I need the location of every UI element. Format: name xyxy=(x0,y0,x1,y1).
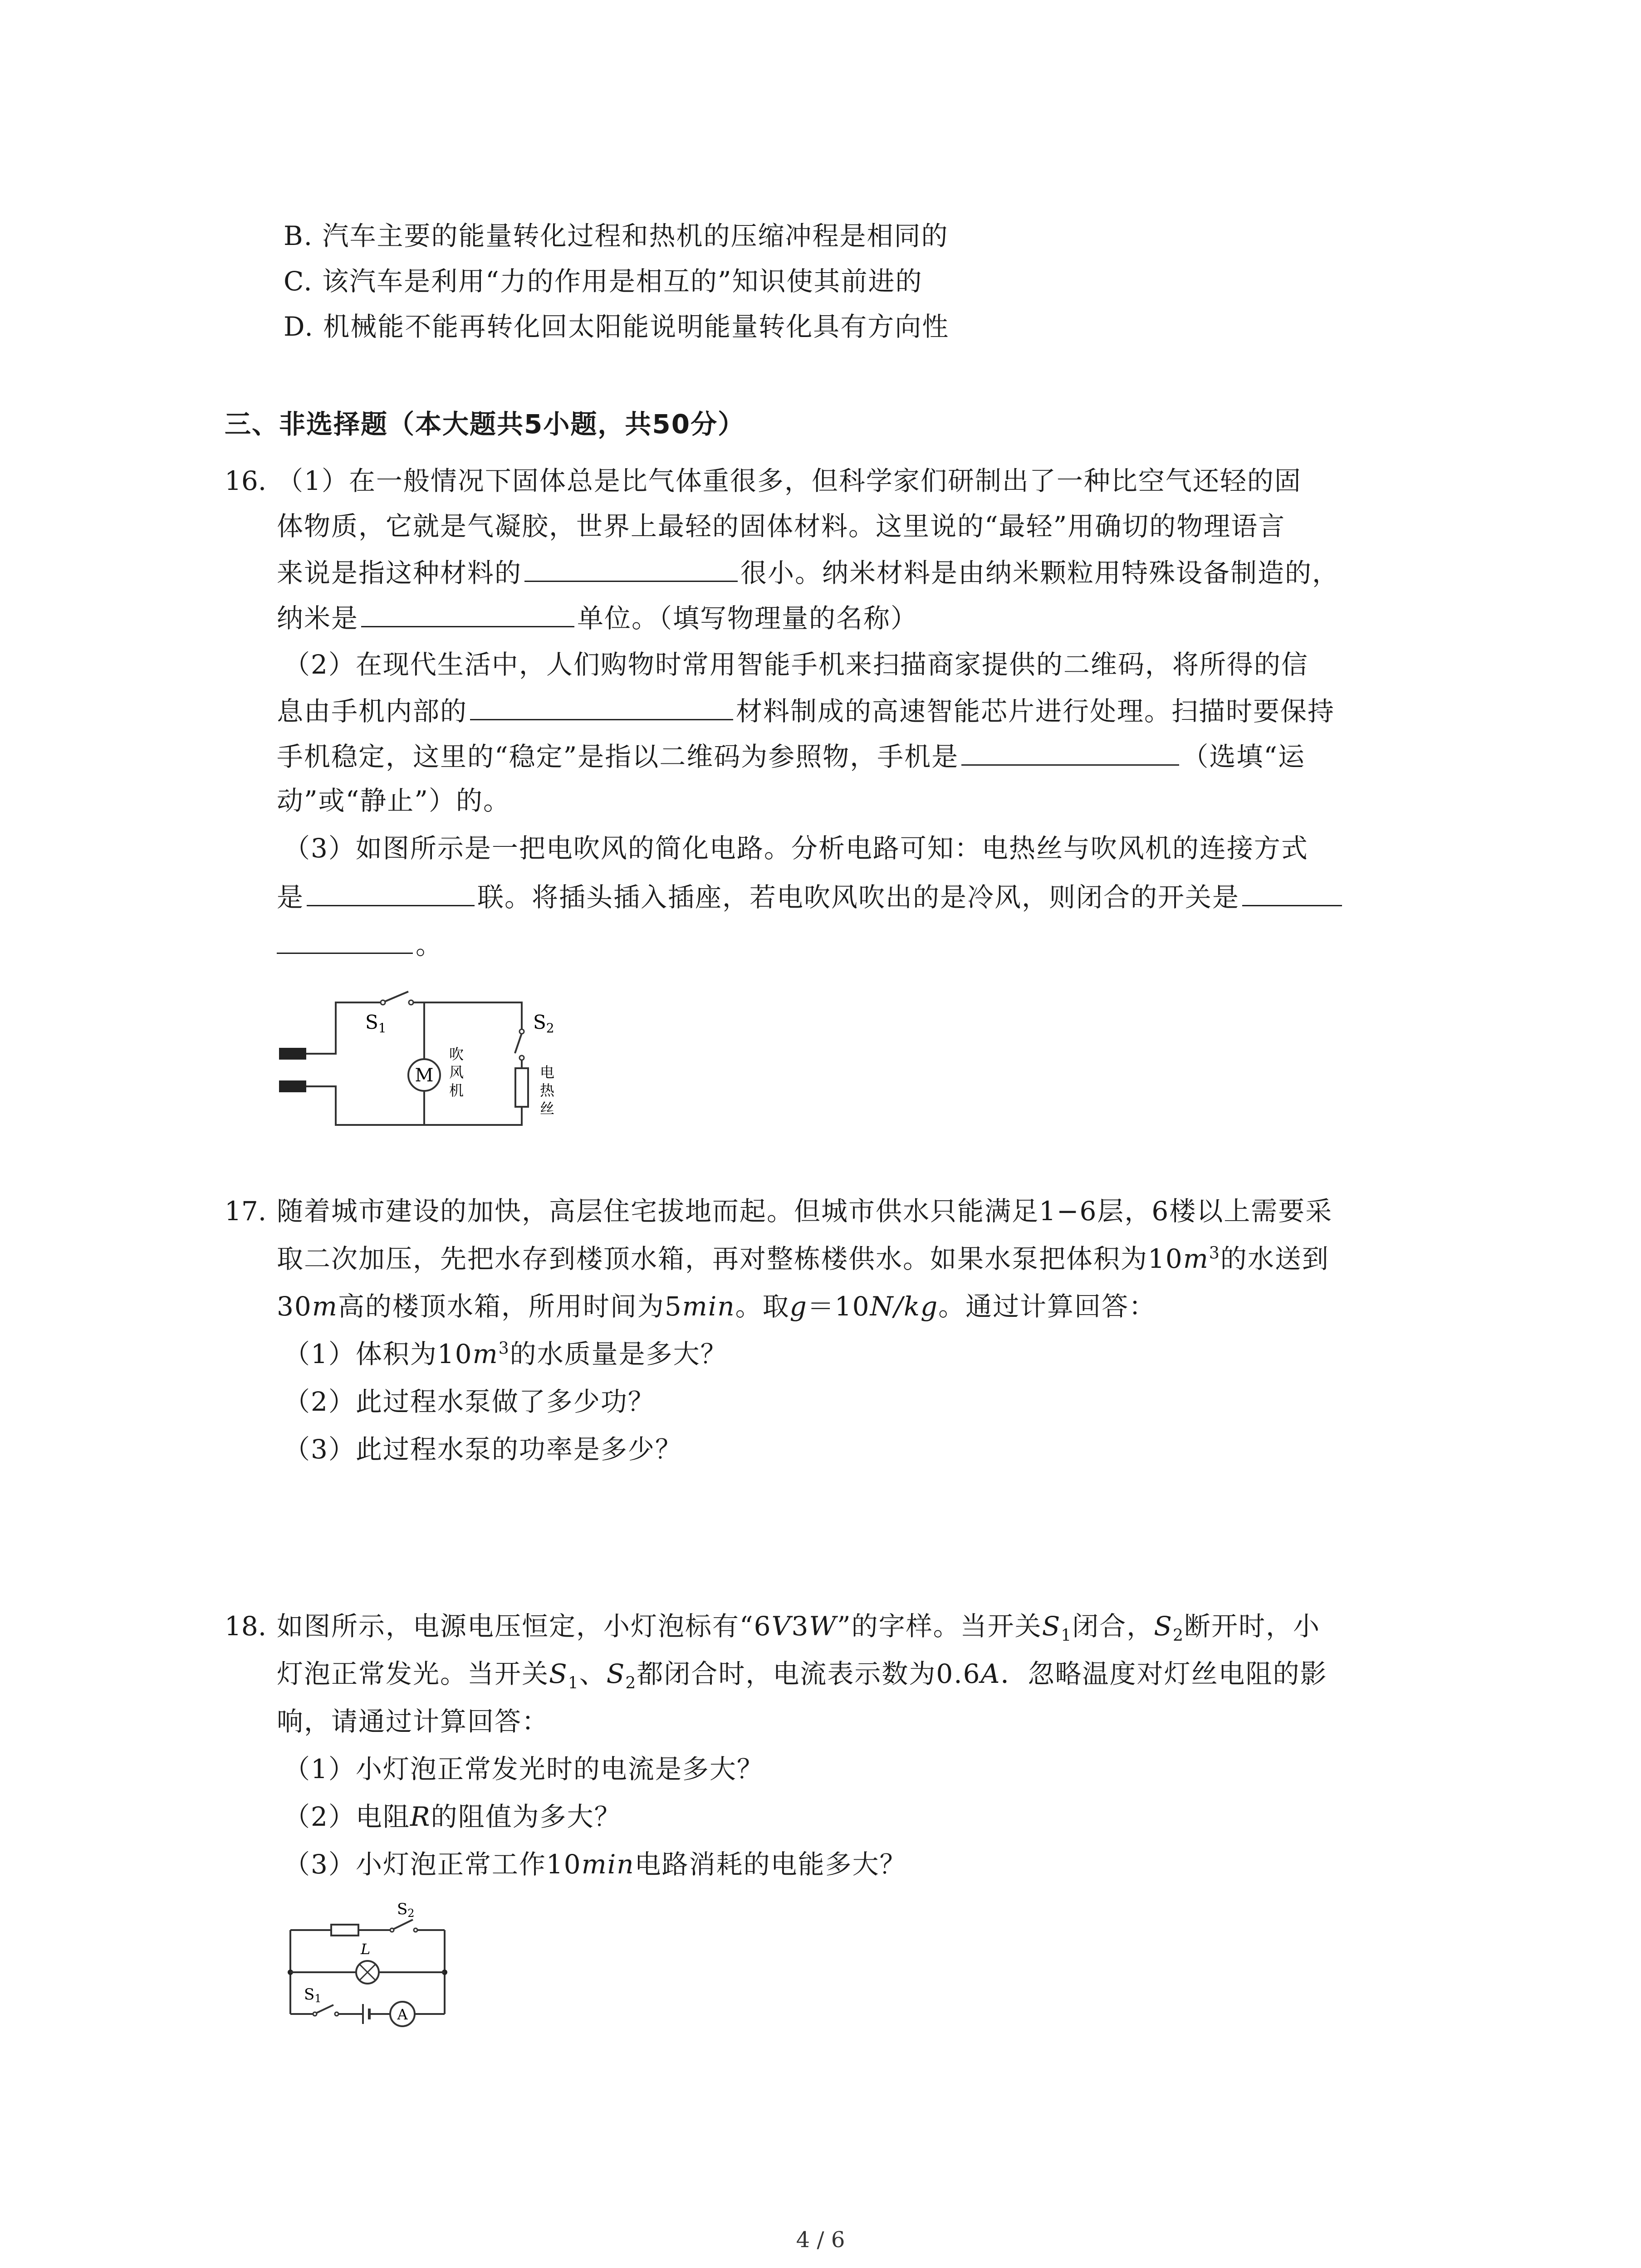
q16-p1-line4: 纳米是 单位。（填写物理量的名称） xyxy=(277,599,918,636)
q16-p2-line3: 手机稳定，这里的“稳定”是指以二维码为参照物，手机是 （选填“运 xyxy=(277,737,1305,775)
q17-line1: 随着城市建设的加快，高层住宅拔地而起。但城市供水只能满足1−6层，6楼以上需要采 xyxy=(277,1196,1333,1227)
answer-blank[interactable] xyxy=(524,553,738,582)
heater-resistor xyxy=(515,1068,528,1107)
q16-p2-line1: （2）在现代生活中，人们购物时常用智能手机来扫描商家提供的二维码，将所得的信 xyxy=(284,649,1308,680)
s2-label: S2 xyxy=(397,1900,415,1920)
plug-prong-top xyxy=(279,1048,306,1060)
q17-sub3: （3）此过程水泵的功率是多少？ xyxy=(284,1434,682,1465)
svg-text:机: 机 xyxy=(449,1082,464,1099)
s1-label: S1 xyxy=(365,1011,387,1036)
q18-sub1: （1）小灯泡正常发光时的电流是多大？ xyxy=(284,1754,764,1784)
option-c: C. 该汽车是利用“力的作用是相互的”知识使其前进的 xyxy=(284,266,923,297)
q18-line1: 如图所示，电源电压恒定，小灯泡标有“6V3W”的字样。当开关$S_1$闭合，$S_2$断开时，小 xyxy=(277,1611,1320,1645)
answer-blank[interactable] xyxy=(361,599,574,627)
q16-number: 16. xyxy=(225,465,267,496)
option-d: D. 机械能不能再转化回太阳能说明能量转化具有方向性 xyxy=(284,311,950,342)
page-number: 4 / 6 xyxy=(796,2227,845,2253)
q16-p2-line4: 动”或“静止”）的。 xyxy=(277,785,510,816)
lamp-label: L xyxy=(361,1941,371,1958)
section-title: 三、非选择题（本大题共5小题，共50分） xyxy=(225,409,745,440)
q16-p1-line2: 体物质，它就是气凝胶，世界上最轻的固体材料。这里说的“最轻”用确切的物理语言 xyxy=(277,511,1286,542)
svg-text:电: 电 xyxy=(540,1064,555,1081)
resistor-r xyxy=(331,1925,358,1936)
q16-p1-line1: （1）在一般情况下固体总是比气体重很多，但科学家们研制出了一种比空气还轻的固 xyxy=(277,465,1302,496)
answer-blank[interactable] xyxy=(277,925,413,954)
switch-s2 xyxy=(393,1920,413,1929)
hair-dryer-circuit-diagram xyxy=(272,975,590,1152)
q18-number: 18. xyxy=(225,1611,267,1642)
q16-p2-line2: 息由手机内部的 材料制成的高速智能芯片进行处理。扫描时要保持 xyxy=(277,692,1335,729)
q16-p3-line2: 是 联。将插头插入插座，若电吹风吹出的是冷风，则闭合的开关是 xyxy=(277,878,1345,915)
q18-sub2: （2）电阻R的阻值为多大？ xyxy=(284,1801,622,1832)
svg-text:丝: 丝 xyxy=(540,1100,555,1117)
answer-blank[interactable] xyxy=(961,737,1179,766)
q16-p3-line3: 。 xyxy=(277,925,443,963)
q16-p1-line3: 来说是指这种材料的 很小。纳米材料是由纳米颗粒用特殊设备制造的， xyxy=(277,553,1339,591)
option-b: B. 汽车主要的能量转化过程和热机的压缩冲程是相同的 xyxy=(284,220,949,251)
q18-line2: 灯泡正常发光。当开关$S_1$、$S_2$都闭合时，电流表示数为0.6A．忽略温度对灯丝电阻的影 xyxy=(277,1658,1327,1693)
q16-p3-line1: （3）如图所示是一把电吹风的简化电路。分析电路可知：电热丝与吹风机的连接方式 xyxy=(284,833,1308,864)
q17-sub2: （2）此过程水泵做了多少功？ xyxy=(284,1386,655,1417)
q17-number: 17. xyxy=(225,1196,267,1227)
s2-label: S2 xyxy=(533,1011,554,1036)
svg-text:热: 热 xyxy=(540,1082,555,1099)
plug-prong-bottom xyxy=(279,1080,306,1092)
q17-line2: 取二次加压，先把水存到楼顶水箱，再对整栋楼供水。如果水泵把体积为$10m^3$的水送到 xyxy=(277,1243,1329,1274)
switch-s1 xyxy=(385,992,408,1002)
answer-blank[interactable] xyxy=(470,692,733,720)
q17-sub1: （1）体积为$10m^3$的水质量是多大？ xyxy=(284,1339,728,1369)
answer-blank[interactable] xyxy=(1242,878,1342,906)
svg-text:吹: 吹 xyxy=(449,1046,464,1063)
q18-line3: 响，请通过计算回答： xyxy=(277,1706,549,1737)
answer-blank[interactable] xyxy=(307,878,475,906)
motor-label: M xyxy=(415,1065,434,1086)
ammeter-label: A xyxy=(397,2006,408,2023)
q18-sub3: （3）小灯泡正常工作10min电路消耗的电能多大？ xyxy=(284,1849,907,1880)
switch-s2 xyxy=(515,1033,522,1053)
svg-text:风: 风 xyxy=(449,1064,464,1081)
s1-label: S1 xyxy=(304,1985,322,2005)
q17-line3: 30m高的楼顶水箱，所用时间为5min。取g＝10N/kg。通过计算回答： xyxy=(277,1291,1156,1322)
lamp-circuit-diagram xyxy=(272,1896,463,2059)
switch-s1 xyxy=(316,2005,333,2013)
